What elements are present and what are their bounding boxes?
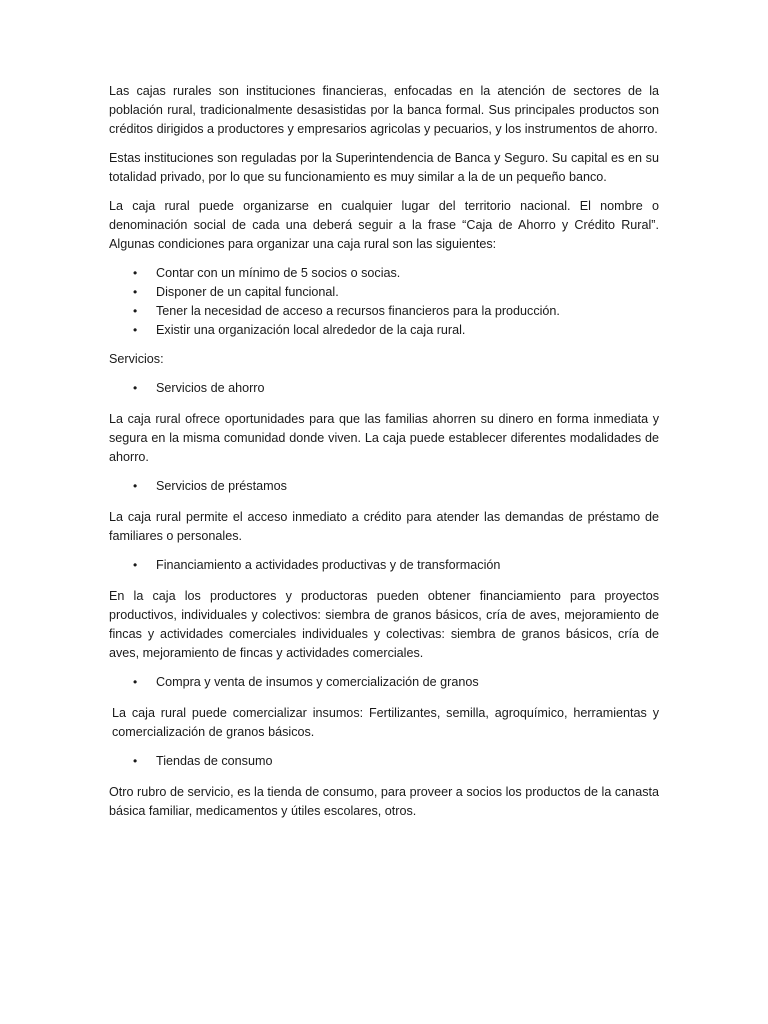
list-item-text: Disponer de un capital funcional. [156,285,339,299]
bullet-icon: • [133,266,138,280]
inputs-paragraph: La caja rural puede comercializar insumos: Fertilizantes, semilla, agroquímico, herramientas y comercialización de granos básicos. [112,706,659,739]
bullet-icon: • [133,479,138,493]
service-title: Servicios de préstamos [156,479,287,493]
loans-paragraph: La caja rural permite el acceso inmediato a crédito para atender las demandas de préstamo de familiares o personales. [109,510,659,543]
bullet-icon: • [133,381,138,395]
list-item [109,302,659,321]
regulation-paragraph: Estas instituciones son reguladas por la Superintendencia de Banca y Seguro. Su capital es en su totalidad privado, por lo que su funcionamiento es muy similar a la de un pequeño banco. [109,151,659,184]
service-title: Servicios de ahorro [156,381,265,395]
services-label: Servicios: [109,352,164,366]
bullet-icon: • [133,754,138,768]
list-item-text: Tener la necesidad de acceso a recursos financieros para la producción. [156,304,560,318]
conditions-list [109,264,659,340]
bullet-icon: • [133,558,138,572]
stores-paragraph: Otro rubro de servicio, es la tienda de consumo, para proveer a socios los productos de la canasta básica familiar, medicamentos y útiles escolares, otros. [109,785,659,818]
list-item [109,752,659,771]
list-item-text: Contar con un mínimo de 5 socios o socias. [156,266,401,280]
organization-paragraph: La caja rural puede organizarse en cualquier lugar del territorio nacional. El nombre o denominación social de cada una deberá seguir a la frase “Caja de Ahorro y Crédito Rural”. Algunas condiciones para organizar una caja rural son las siguientes: [109,199,659,251]
service-title: Compra y venta de insumos y comercialización de granos [156,675,479,689]
intro-paragraph: Las cajas rurales son instituciones financieras, enfocadas en la atención de sectores de la población rural, tradicionalmente desasistidas por la banca formal. Sus principales productos son créditos dirigidos a productores y empresarios agricolas y pecuarios, y los instrumentos de ahorro. [109,84,659,136]
list-item-text: Existir una organización local alrededor de la caja rural. [156,323,466,337]
list-item [109,379,659,398]
service-title: Tiendas de consumo [156,754,273,768]
service-heading-savings [109,379,659,398]
service-heading-financing [109,556,659,575]
service-heading-stores [109,752,659,771]
financing-paragraph: En la caja los productores y productoras pueden obtener financiamiento para proyectos productivos, individuales y colectivos: siembra de granos básicos, cría de aves, mejoramiento de fincas y actividades comerciales individuales y colectivas: siembra de granos básicos, cría de aves, mejoramiento de fincas y actividades comerciales. [109,589,659,660]
list-item [109,673,659,692]
bullet-icon: • [133,675,138,689]
bullet-icon: • [133,323,138,337]
list-item [109,321,659,340]
list-item [109,556,659,575]
document-page [109,82,659,831]
list-item [109,283,659,302]
service-heading-inputs [109,673,659,692]
service-heading-loans [109,477,659,496]
bullet-icon: • [133,304,138,318]
service-title: Financiamiento a actividades productivas y de transformación [156,558,501,572]
savings-paragraph: La caja rural ofrece oportunidades para que las familias ahorren su dinero en forma inmediata y segura en la misma comunidad donde viven. La caja puede establecer diferentes modalidades de ahorro. [109,412,659,464]
bullet-icon: • [133,285,138,299]
list-item [109,264,659,283]
list-item [109,477,659,496]
